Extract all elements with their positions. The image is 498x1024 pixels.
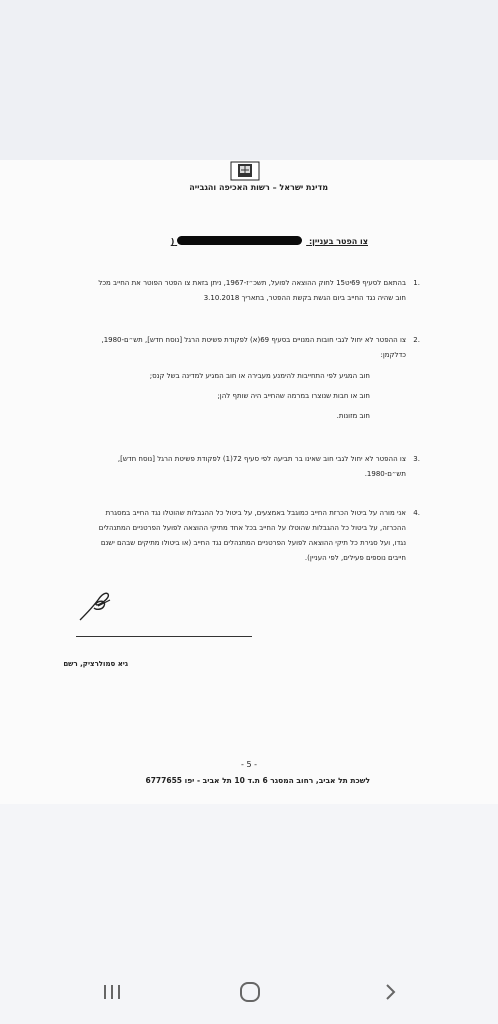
back-button[interactable] (360, 960, 420, 1024)
top-blank-area (0, 0, 498, 160)
signature-line (76, 636, 252, 637)
signer-name: גיא סמולרציק, רשם (63, 660, 128, 668)
subitem-2: חוב או חבות שנוצרו במרמה שהחייב היה שותף להן; (217, 392, 370, 400)
state-emblem-icon (230, 161, 260, 181)
subject-line (171, 236, 368, 246)
back-icon (380, 982, 400, 1002)
home-button[interactable] (220, 960, 280, 1024)
clause-number: .4 (413, 509, 420, 517)
clause-text: אני מורה על ביטול הכרזת החייב כמוגבל באמצעים, על ביטול כל ההגבלות שהוטלו נגד החייב במסגרת ההכרזה, על ביטול כל ההגבלות שהוטלו על החייב בכל אחד מתיקי ההוצאה לפועל הפרטניים המתנהלים נגדו, ועל סגירת כל תיקי ההוצאה לפועל הפרטניים המתנהלים נגד החייב (או ביטולו מתיקים שבהם ישנם חייבים נוספים פעילים, לפי העניין). (98, 509, 406, 562)
signature-image (76, 588, 116, 624)
clause-2 (88, 333, 420, 363)
clause-1 (88, 276, 420, 306)
subitem-3: חוב מזונות. (336, 412, 370, 420)
redacted-name (177, 236, 302, 245)
clause-4 (88, 506, 420, 566)
clause-number: .1 (413, 279, 420, 287)
subject-prefix: צו הפטר בעניין: (308, 237, 368, 246)
document-page (0, 160, 498, 804)
office-address-footer: לשכת תל אביב, רחוב המסגר 6 ת.ד 10 תל אביב - יפו 6777655 (145, 776, 370, 785)
android-navigation-bar (0, 960, 498, 1024)
clause-number: .3 (413, 455, 420, 463)
recents-button[interactable] (82, 960, 142, 1024)
document-header: מדינת ישראל – רשות האכיפה והגבייה (189, 183, 328, 192)
clause-number: .2 (413, 336, 420, 344)
subitem-1: חוב המגיע לפי התחייבות להימנע מעבירה או חוב המגיע למדינה בשל קנס; (149, 372, 370, 380)
subject-suffix: ( (170, 237, 175, 246)
page-number: - 5 - (241, 760, 257, 769)
clause-3 (88, 452, 420, 482)
clause-text: בהתאם לסעיף 69יט15 לחוק ההוצאה לפועל, תשכ״ז-1967, ניתן בזאת צו הפטר הפוטר את החייב מכל חוב שהיה נגד החייב ביום הגשת בקשת ההפטר, בתאריך 3.10.2018 (98, 279, 406, 302)
clause-text: צו ההפטר לא יחול לגבי חוב שאינו בר תביעה לפי סעיף 72(1) לפקודת פשיטת הרגל [נוסח חדש], תש״ם-1980. (117, 455, 406, 478)
home-icon (238, 980, 262, 1004)
recents-icon (101, 982, 123, 1002)
clause-text: צו ההפטר לא יחול לגבי חובות המנויים בסעיף 69(א) לפקודת פשיטת הרגל [נוסח חדש], תש״ם-1980, כדלקמן: (101, 336, 406, 359)
